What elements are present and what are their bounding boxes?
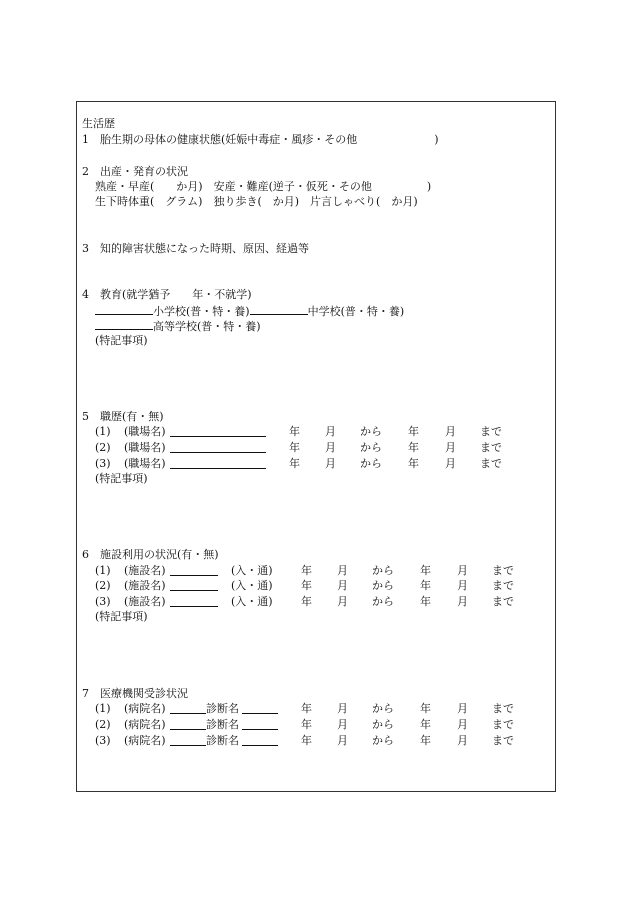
residence-type: (入・通) xyxy=(231,579,273,592)
from-label: から xyxy=(372,579,394,592)
year-label: 年 xyxy=(301,718,312,731)
month-label: 月 xyxy=(445,441,456,454)
diagnosis-blank[interactable] xyxy=(242,734,278,746)
from-label: から xyxy=(372,734,394,747)
section-4-heading: 4 教育(就学猶予 年・不就学) xyxy=(82,288,252,301)
workplace-blank[interactable] xyxy=(170,425,266,437)
facility-blank[interactable] xyxy=(170,579,218,591)
section-2-birth-line: 熟産・早産( か月) 安産・難産(逆子・仮死・その他 ) xyxy=(95,180,432,193)
month-label: 月 xyxy=(337,718,348,731)
hospital-blank[interactable] xyxy=(170,702,206,714)
row-number: (1) xyxy=(95,702,111,715)
section-6-heading: 6 施設利用の状況(有・無) xyxy=(82,548,219,561)
year-label: 年 xyxy=(420,718,431,731)
until-label: まで xyxy=(480,441,502,454)
row-number: (3) xyxy=(95,734,111,747)
diagnosis-label: 診断名 xyxy=(206,702,239,715)
section-6-note: (特記事項) xyxy=(95,610,148,623)
month-label: 月 xyxy=(325,441,336,454)
year-label: 年 xyxy=(301,595,312,608)
workplace-label: (職場名) xyxy=(124,425,166,438)
from-label: から xyxy=(360,441,382,454)
row-number: (3) xyxy=(95,595,111,608)
hospital-label: (病院名) xyxy=(124,702,166,715)
residence-type: (入・通) xyxy=(231,595,273,608)
month-label: 月 xyxy=(457,702,468,715)
month-label: 月 xyxy=(457,564,468,577)
diagnosis-label: 診断名 xyxy=(206,718,239,731)
hospital-label: (病院名) xyxy=(124,734,166,747)
section-4-school-line-1 xyxy=(95,303,404,319)
until-label: まで xyxy=(492,718,514,731)
month-label: 月 xyxy=(337,564,348,577)
workplace-blank[interactable] xyxy=(170,457,266,469)
hospital-blank[interactable] xyxy=(170,734,206,746)
year-label: 年 xyxy=(301,579,312,592)
year-label: 年 xyxy=(289,457,300,470)
middle-school-label: 中学校(普・特・養) xyxy=(307,305,405,318)
year-label: 年 xyxy=(408,441,419,454)
until-label: まで xyxy=(492,734,514,747)
month-label: 月 xyxy=(457,734,468,747)
month-label: 月 xyxy=(325,425,336,438)
section-4-school-line-2 xyxy=(95,318,261,334)
section-2-heading: 2 出産・発育の状況 xyxy=(82,165,188,178)
from-label: から xyxy=(360,425,382,438)
hospital-label: (病院名) xyxy=(124,718,166,731)
facility-label: (施設名) xyxy=(124,595,166,608)
high-blank[interactable] xyxy=(95,318,153,330)
until-label: まで xyxy=(480,425,502,438)
month-label: 月 xyxy=(337,734,348,747)
section-1-prenatal: 1 胎生期の母体の健康状態(妊娠中毒症・風疹・その他 ) xyxy=(82,133,439,146)
hospital-blank[interactable] xyxy=(170,718,206,730)
year-label: 年 xyxy=(408,457,419,470)
facility-label: (施設名) xyxy=(124,579,166,592)
elementary-school-label: 小学校(普・特・養) xyxy=(153,305,250,318)
year-label: 年 xyxy=(420,734,431,747)
year-label: 年 xyxy=(420,702,431,715)
row-number: (1) xyxy=(95,425,111,438)
form-title: 生活歴 xyxy=(82,117,115,130)
from-label: から xyxy=(360,457,382,470)
section-7-heading: 7 医療機関受診状況 xyxy=(82,687,188,700)
until-label: まで xyxy=(480,457,502,470)
section-3-heading: 3 知的障害状態になった時期、原因、経過等 xyxy=(82,242,309,255)
diagnosis-blank[interactable] xyxy=(242,702,278,714)
year-label: 年 xyxy=(408,425,419,438)
year-label: 年 xyxy=(420,564,431,577)
until-label: まで xyxy=(492,595,514,608)
diagnosis-blank[interactable] xyxy=(242,718,278,730)
year-label: 年 xyxy=(301,564,312,577)
row-number: (2) xyxy=(95,441,111,454)
from-label: から xyxy=(372,564,394,577)
from-label: から xyxy=(372,702,394,715)
facility-blank[interactable] xyxy=(170,564,218,576)
from-label: から xyxy=(372,595,394,608)
month-label: 月 xyxy=(457,718,468,731)
year-label: 年 xyxy=(420,595,431,608)
row-number: (3) xyxy=(95,457,111,470)
year-label: 年 xyxy=(301,702,312,715)
month-label: 月 xyxy=(337,579,348,592)
month-label: 月 xyxy=(457,579,468,592)
month-label: 月 xyxy=(337,702,348,715)
year-label: 年 xyxy=(301,734,312,747)
section-5-heading: 5 職歴(有・無) xyxy=(82,410,164,423)
section-2-growth-line: 生下時体重( グラム) 独り歩き( か月) 片言しゃべり( か月) xyxy=(95,195,418,208)
month-label: 月 xyxy=(445,457,456,470)
from-label: から xyxy=(372,718,394,731)
year-label: 年 xyxy=(420,579,431,592)
middle-blank[interactable] xyxy=(250,303,308,315)
section-5-note: (特記事項) xyxy=(95,472,148,485)
workplace-label: (職場名) xyxy=(124,457,166,470)
row-number: (1) xyxy=(95,564,111,577)
high-school-label: 高等学校(普・特・養) xyxy=(153,320,261,333)
row-number: (2) xyxy=(95,718,111,731)
month-label: 月 xyxy=(445,425,456,438)
diagnosis-label: 診断名 xyxy=(206,734,239,747)
month-label: 月 xyxy=(325,457,336,470)
row-number: (2) xyxy=(95,579,111,592)
year-label: 年 xyxy=(289,441,300,454)
workplace-label: (職場名) xyxy=(124,441,166,454)
elementary-blank[interactable] xyxy=(95,303,153,315)
until-label: まで xyxy=(492,702,514,715)
month-label: 月 xyxy=(457,595,468,608)
until-label: まで xyxy=(492,579,514,592)
section-4-note: (特記事項) xyxy=(95,334,148,347)
year-label: 年 xyxy=(289,425,300,438)
residence-type: (入・通) xyxy=(231,564,273,577)
until-label: まで xyxy=(492,564,514,577)
facility-label: (施設名) xyxy=(124,564,166,577)
facility-blank[interactable] xyxy=(170,595,218,607)
workplace-blank[interactable] xyxy=(170,441,266,453)
month-label: 月 xyxy=(337,595,348,608)
